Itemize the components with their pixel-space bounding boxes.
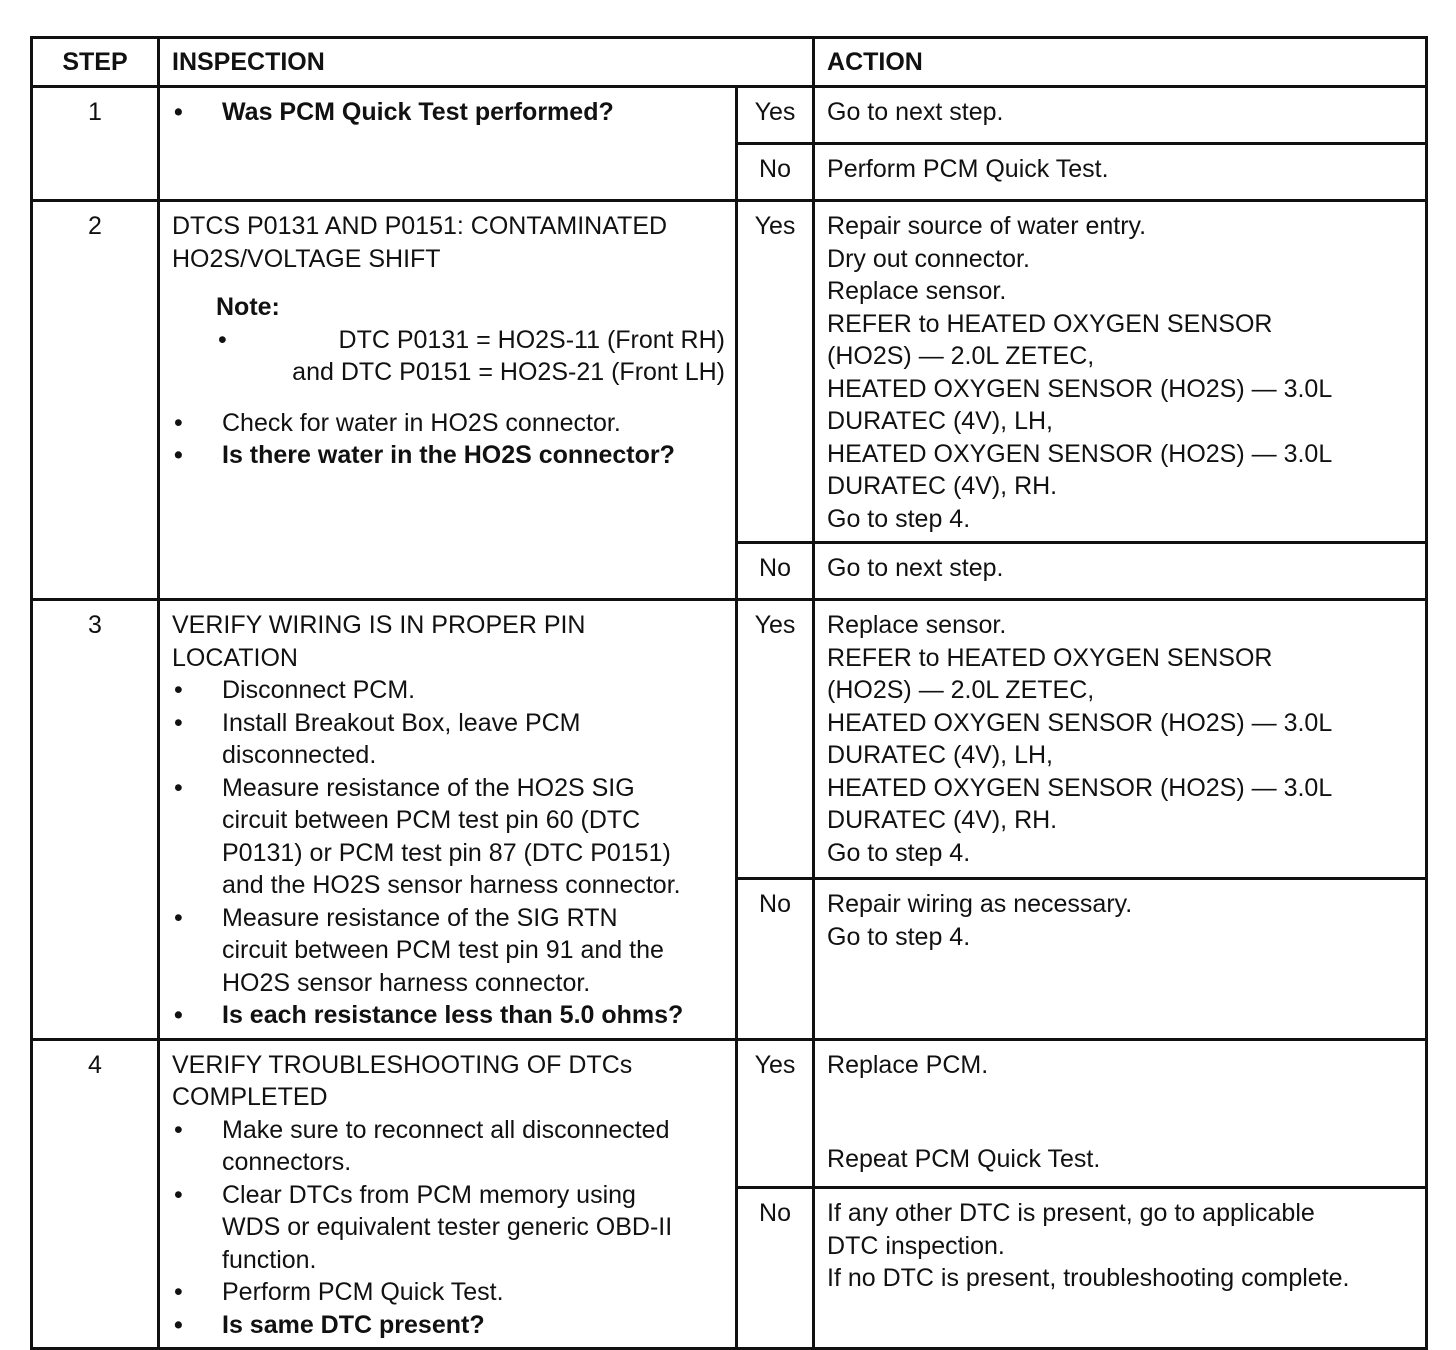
bullet-text: and the HO2S sensor harness connector. xyxy=(222,871,681,899)
header-action: ACTION xyxy=(814,38,1427,87)
step-number: 3 xyxy=(32,600,159,1040)
step-number: 4 xyxy=(32,1039,159,1349)
action-line: Replace PCM. xyxy=(827,1050,989,1079)
inspection-question: Is there water in the HO2S connector? xyxy=(222,441,675,469)
bullet-dot: • xyxy=(174,1115,183,1144)
action-line: HEATED OXYGEN SENSOR (HO2S) — 3.0L xyxy=(827,439,1333,468)
no-action xyxy=(814,1188,1427,1349)
inspection-title: DTCS P0131 AND P0151: CONTAMINATED xyxy=(172,212,668,240)
bullet-dot: • xyxy=(218,325,227,354)
action-line: Repeat PCM Quick Test. xyxy=(827,1145,1101,1173)
bullet-item xyxy=(172,96,725,129)
bullet-item xyxy=(172,407,725,440)
bullet-text: HO2S sensor harness connector. xyxy=(222,968,591,997)
bullet-item xyxy=(172,1114,725,1179)
action-line: Go to step 4. xyxy=(827,504,971,533)
bullet-text: connectors. xyxy=(222,1148,352,1176)
no-action xyxy=(814,144,1427,201)
step-number: 2 xyxy=(32,201,159,600)
action-line: Replace sensor. xyxy=(827,611,1007,639)
bullet-dot: • xyxy=(174,1310,183,1339)
bullet-dot: • xyxy=(174,98,183,126)
note-text: DTC P0131 = HO2S-11 (Front RH) xyxy=(338,325,725,354)
bullet-text: Disconnect PCM. xyxy=(222,676,416,704)
bullet-item xyxy=(172,902,725,1000)
bullet-text: P0131) or PCM test pin 87 (DTC P0151) xyxy=(222,838,671,867)
note-label: Note: xyxy=(216,293,280,321)
action-line: Dry out connector. xyxy=(827,244,1030,273)
no-action xyxy=(814,879,1427,1039)
action-line: REFER to HEATED OXYGEN SENSOR xyxy=(827,643,1273,672)
yes-label: Yes xyxy=(737,201,814,543)
no-label: No xyxy=(737,879,814,1039)
bullet-text: Install Breakout Box, leave PCM xyxy=(222,708,581,737)
inspection-title: COMPLETED xyxy=(172,1083,328,1111)
inspection-question: Is each resistance less than 5.0 ohms? xyxy=(222,1001,684,1029)
step-1-yes-row xyxy=(32,87,1427,144)
yes-action xyxy=(814,1039,1427,1188)
yes-label: Yes xyxy=(737,1039,814,1188)
header-row xyxy=(32,38,1427,87)
bullet-text: Perform PCM Quick Test. xyxy=(222,1278,504,1306)
action-line: Go to next step. xyxy=(827,554,1004,582)
action-line: Go to step 4. xyxy=(827,838,971,867)
bullet-item xyxy=(172,707,725,772)
bullet-dot: • xyxy=(174,708,183,737)
action-line: HEATED OXYGEN SENSOR (HO2S) — 3.0L xyxy=(827,708,1333,737)
bullet-text: WDS or equivalent tester generic OBD-II xyxy=(222,1213,673,1241)
action-line: HEATED OXYGEN SENSOR (HO2S) — 3.0L xyxy=(827,374,1333,403)
note-block xyxy=(216,291,725,389)
yes-label: Yes xyxy=(737,600,814,879)
action-line: REFER to HEATED OXYGEN SENSOR xyxy=(827,309,1273,338)
step-1-inspection xyxy=(159,87,737,201)
action-line: If no DTC is present, troubleshooting complete. xyxy=(827,1264,1350,1293)
action-line: Repair wiring as necessary. xyxy=(827,890,1133,919)
inspection-title: VERIFY TROUBLESHOOTING OF DTCs xyxy=(172,1050,633,1079)
step-4-inspection xyxy=(159,1039,737,1349)
inspection-title: HO2S/VOLTAGE SHIFT xyxy=(172,244,441,273)
header-step: STEP xyxy=(32,38,159,87)
bullet-dot: • xyxy=(174,903,183,932)
action-line: Go to next step. xyxy=(827,98,1004,126)
bullet-text: Measure resistance of the HO2S SIG xyxy=(222,773,635,802)
action-line: (HO2S) — 2.0L ZETEC, xyxy=(827,342,1095,370)
no-action xyxy=(814,543,1427,600)
bullet-dot: • xyxy=(174,1001,183,1029)
inspection-title: VERIFY WIRING IS IN PROPER PIN xyxy=(172,611,586,639)
action-line: If any other DTC is present, go to applicable xyxy=(827,1199,1315,1228)
yes-action xyxy=(814,87,1427,144)
no-label: No xyxy=(737,1188,814,1349)
yes-action xyxy=(814,201,1427,543)
action-line: (HO2S) — 2.0L ZETEC, xyxy=(827,676,1095,704)
action-line: DURATEC (4V), RH. xyxy=(827,472,1058,500)
step-number: 1 xyxy=(32,87,159,201)
action-line: Repair source of water entry. xyxy=(827,212,1147,240)
bullet-dot: • xyxy=(174,408,183,437)
bullet-item xyxy=(172,1276,725,1309)
bullet-item xyxy=(172,439,725,472)
bullet-text: Check for water in HO2S connector. xyxy=(222,408,621,437)
step-2-yes-row xyxy=(32,201,1427,543)
yes-label: Yes xyxy=(737,87,814,144)
action-line: DURATEC (4V), RH. xyxy=(827,806,1058,834)
action-line: Perform PCM Quick Test. xyxy=(827,155,1109,183)
note-text: and DTC P0151 = HO2S-21 (Front LH) xyxy=(292,358,725,386)
no-label: No xyxy=(737,543,814,600)
action-line: Go to step 4. xyxy=(827,922,971,951)
action-line: Replace sensor. xyxy=(827,277,1007,305)
inspection-question: Was PCM Quick Test performed? xyxy=(222,98,614,126)
bullet-text: function. xyxy=(222,1245,317,1274)
bullet-text: Measure resistance of the SIG RTN xyxy=(222,903,618,932)
step-2-inspection xyxy=(159,201,737,600)
bullet-text: Clear DTCs from PCM memory using xyxy=(222,1180,636,1209)
diagnostic-table xyxy=(30,36,1428,1350)
action-line: DTC inspection. xyxy=(827,1231,1005,1260)
step-3-inspection xyxy=(159,600,737,1040)
step-3-yes-row xyxy=(32,600,1427,879)
header-inspection: INSPECTION xyxy=(159,38,814,87)
bullet-dot: • xyxy=(174,1278,183,1306)
bullet-text: Make sure to reconnect all disconnected xyxy=(222,1115,670,1144)
action-line: HEATED OXYGEN SENSOR (HO2S) — 3.0L xyxy=(827,773,1333,802)
spacer xyxy=(827,1081,1415,1143)
bullet-text: circuit between PCM test pin 60 (DTC xyxy=(222,806,641,834)
note-item xyxy=(216,324,725,389)
action-line: DURATEC (4V), LH, xyxy=(827,407,1053,435)
inspection-question: Is same DTC present? xyxy=(222,1310,485,1339)
bullet-item xyxy=(172,1179,725,1277)
yes-action xyxy=(814,600,1427,879)
step-4-yes-row xyxy=(32,1039,1427,1188)
bullet-dot: • xyxy=(174,773,183,802)
action-line: DURATEC (4V), LH, xyxy=(827,741,1053,769)
bullet-dot: • xyxy=(174,676,183,704)
no-label: No xyxy=(737,144,814,201)
bullet-item xyxy=(172,772,725,902)
inspection-title: LOCATION xyxy=(172,643,298,672)
bullet-dot: • xyxy=(174,1180,183,1209)
bullet-item xyxy=(172,1309,725,1342)
bullet-item xyxy=(172,674,725,707)
bullet-text: disconnected. xyxy=(222,741,377,769)
bullet-item xyxy=(172,999,725,1032)
bullet-dot: • xyxy=(174,441,183,469)
bullet-text: circuit between PCM test pin 91 and the xyxy=(222,936,664,964)
